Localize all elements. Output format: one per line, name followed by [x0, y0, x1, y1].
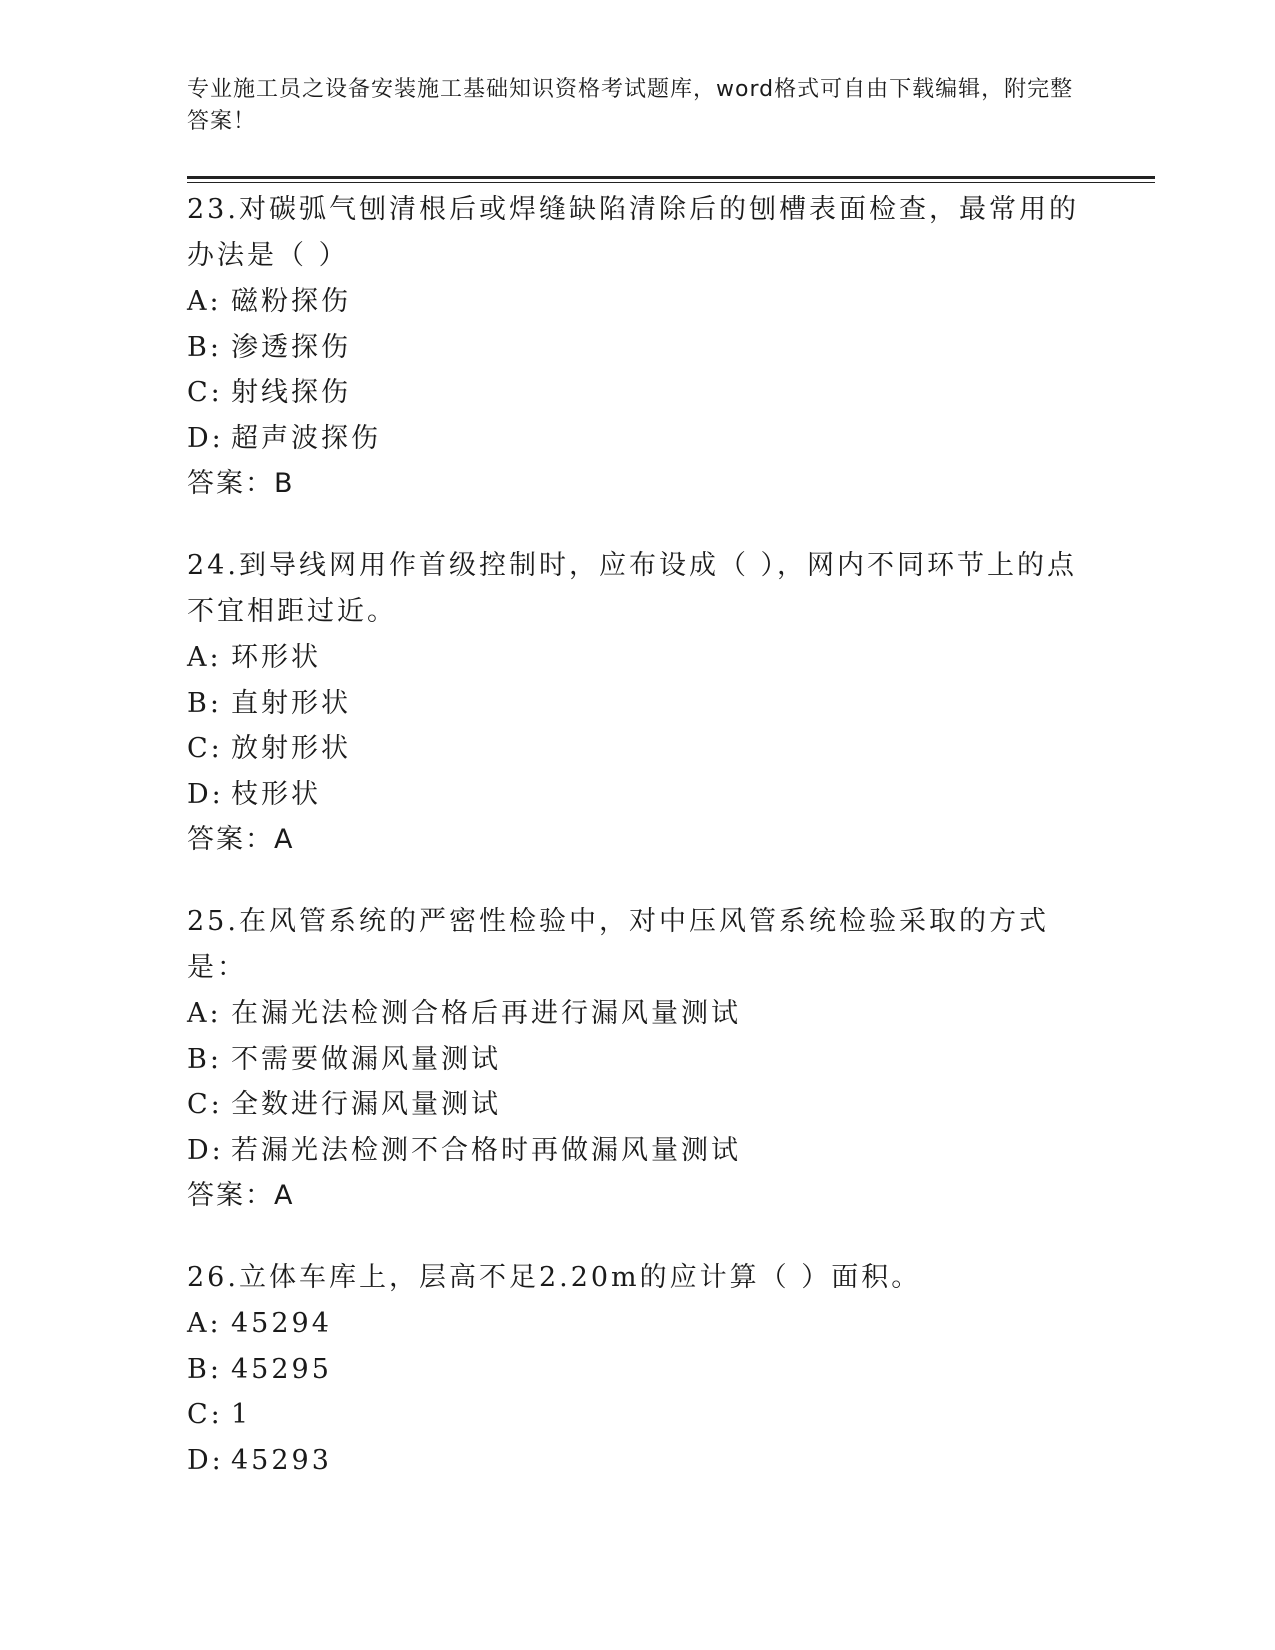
- option-text: 枝形状: [231, 778, 321, 810]
- option-letter: D:: [187, 1134, 224, 1166]
- option-letter: A:: [187, 1308, 222, 1339]
- option-letter: A:: [187, 998, 222, 1029]
- question-24: [187, 543, 1087, 863]
- option-b: [187, 681, 1087, 727]
- option-letter: D:: [187, 422, 224, 454]
- option-text: 直射形状: [231, 687, 351, 719]
- option-letter: B:: [187, 331, 222, 363]
- option-b: [187, 1037, 1087, 1083]
- option-letter: C:: [187, 1089, 223, 1120]
- answer-line: 答案：A: [187, 1180, 295, 1211]
- option-letter: A:: [187, 642, 222, 673]
- option-letter: A:: [187, 286, 222, 317]
- option-c: [187, 726, 1087, 772]
- option-text: 1: [231, 1399, 252, 1430]
- header-divider-thick: [187, 176, 1155, 179]
- option-b: [187, 325, 1087, 371]
- option-letter: C:: [187, 1399, 223, 1430]
- option-a: [187, 635, 1087, 681]
- option-text: 渗透探伤: [231, 331, 351, 363]
- option-text: 射线探伤: [231, 377, 351, 408]
- option-text: 不需要做漏风量测试: [231, 1043, 501, 1075]
- question-25: [187, 899, 1087, 1219]
- question-list: [187, 187, 1087, 1519]
- option-letter: D:: [187, 778, 224, 810]
- option-d: [187, 772, 1087, 818]
- option-a: [187, 991, 1087, 1037]
- option-text: 放射形状: [231, 733, 351, 764]
- option-text: 环形状: [231, 642, 321, 673]
- option-letter: C:: [187, 733, 223, 764]
- option-c: [187, 1392, 1087, 1438]
- option-text: 45295: [231, 1353, 332, 1385]
- option-d: [187, 416, 1087, 462]
- question-text: 25.在风管系统的严密性检验中，对中压风管系统检验采取的方式是：: [187, 906, 1049, 983]
- option-d: [187, 1438, 1087, 1484]
- option-b: [187, 1347, 1087, 1393]
- option-text: 全数进行漏风量测试: [231, 1089, 501, 1120]
- option-letter: B:: [187, 1043, 222, 1075]
- answer-line: 答案：B: [187, 468, 295, 499]
- option-letter: B:: [187, 687, 222, 719]
- option-a: [187, 1301, 1087, 1347]
- option-c: [187, 370, 1087, 416]
- option-text: 磁粉探伤: [231, 286, 351, 317]
- option-letter: C:: [187, 377, 223, 408]
- option-text: 45294: [231, 1308, 332, 1339]
- document-header: 专业施工员之设备安装施工基础知识资格考试题库，word格式可自由下载编辑，附完整答案！: [187, 77, 1074, 134]
- option-text: 超声波探伤: [231, 422, 381, 454]
- question-26: [187, 1255, 1087, 1483]
- answer-line: 答案：A: [187, 824, 295, 855]
- option-d: [187, 1128, 1087, 1174]
- option-text: 45293: [231, 1444, 332, 1476]
- question-text: 26.立体车库上，层高不足2.20m的应计算（ ）面积。: [187, 1262, 922, 1293]
- option-letter: B:: [187, 1353, 222, 1385]
- option-c: [187, 1082, 1087, 1128]
- option-a: [187, 279, 1087, 325]
- option-text: 若漏光法检测不合格时再做漏风量测试: [231, 1134, 741, 1166]
- question-23: [187, 187, 1087, 507]
- option-letter: D:: [187, 1444, 224, 1476]
- header-divider-thin: [187, 182, 1155, 183]
- question-text: 24.到导线网用作首级控制时，应布设成（ ），网内不同环节上的点不宜相距过近。: [187, 550, 1078, 627]
- option-text: 在漏光法检测合格后再进行漏风量测试: [231, 998, 741, 1029]
- question-text: 23.对碳弧气刨清根后或焊缝缺陷清除后的刨槽表面检查，最常用的办法是（ ）: [187, 194, 1079, 271]
